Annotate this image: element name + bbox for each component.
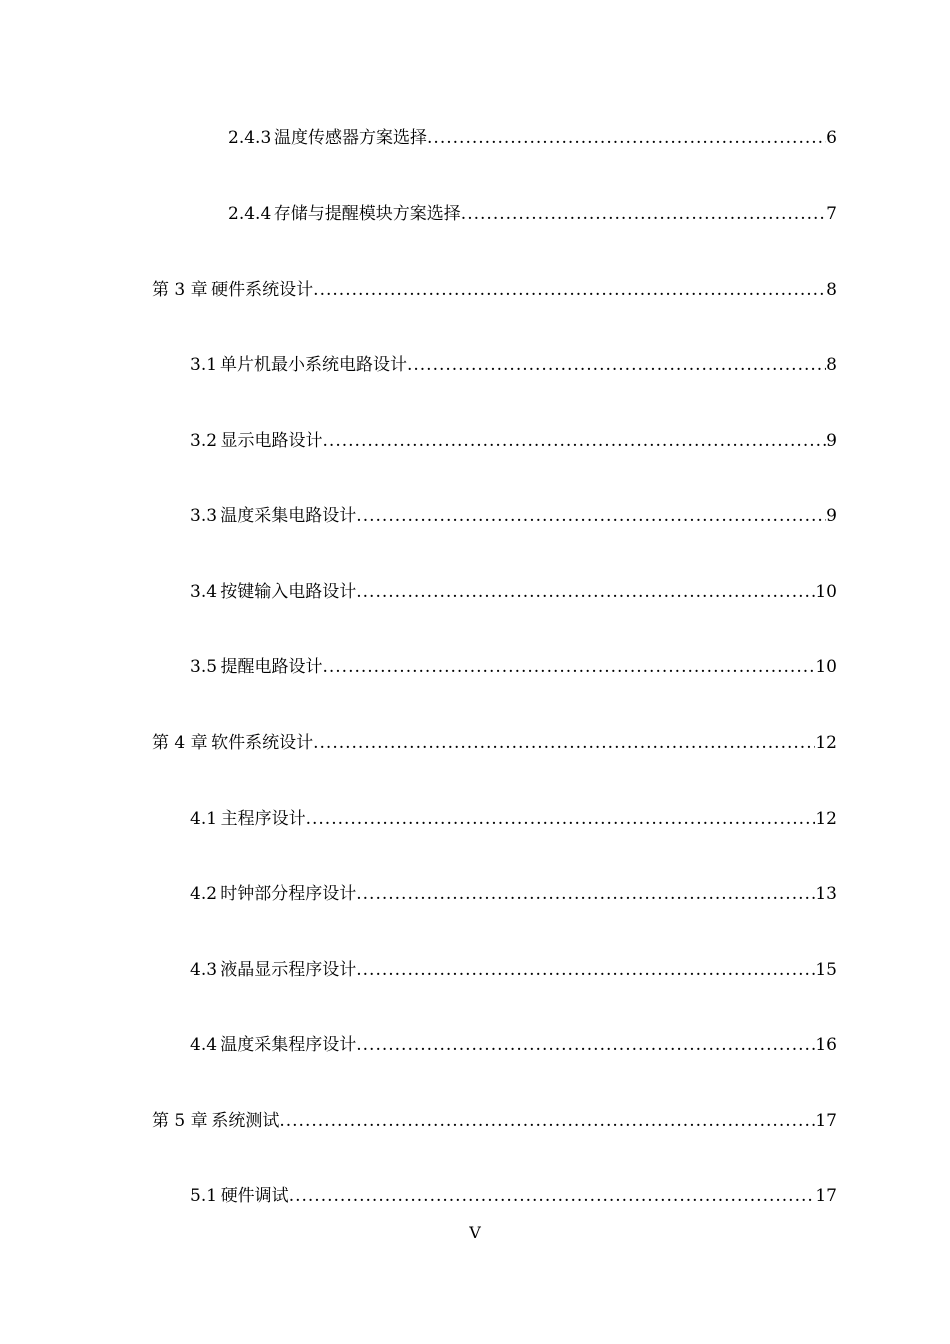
toc-entry-title: 温度传感器方案选择	[274, 128, 428, 148]
toc-dot-leader	[356, 581, 815, 603]
toc-entry-page: 13	[815, 884, 837, 904]
toc-entry-number: 3.2	[190, 431, 218, 451]
toc-dot-leader	[356, 959, 815, 981]
toc-entry-number: 4.4	[190, 1035, 218, 1055]
toc-entry-number: 5.1	[190, 1186, 218, 1206]
toc-entry-3-3[interactable]	[190, 505, 837, 527]
toc-entry-number: 2.4.4	[228, 204, 272, 224]
toc-entry-number: 2.4.3	[228, 128, 272, 148]
toc-entry-page: 10	[815, 582, 837, 602]
toc-entry-4-4[interactable]	[190, 1034, 837, 1056]
toc-entry-title: 系统测试	[211, 1111, 280, 1131]
toc-entry-4-1[interactable]	[190, 808, 837, 830]
toc-entry-page: 9	[826, 506, 837, 526]
toc-dot-leader	[461, 203, 826, 225]
toc-dot-leader	[313, 732, 815, 754]
toc-dot-leader	[407, 354, 826, 376]
toc-entry-title: 软件系统设计	[211, 733, 314, 753]
toc-dot-leader	[427, 127, 826, 149]
toc-entry-number: 3.3	[190, 506, 218, 526]
toc-entry-title: 温度采集电路设计	[220, 506, 357, 526]
toc-entry-chapter-5[interactable]	[152, 1110, 837, 1132]
toc-entry-title: 硬件系统设计	[211, 280, 314, 300]
toc-dot-leader	[306, 808, 816, 830]
toc-entry-page: 10	[815, 657, 837, 677]
toc-entry-page: 8	[826, 355, 837, 375]
toc-entry-2-4-4[interactable]	[228, 203, 837, 225]
toc-dot-leader	[313, 279, 826, 301]
toc-dot-leader	[356, 1034, 815, 1056]
toc-entry-number: 3.5	[190, 657, 218, 677]
toc-entry-title: 液晶显示程序设计	[220, 960, 357, 980]
toc-entry-number: 4.1	[190, 809, 218, 829]
toc-entry-title: 硬件调试	[220, 1186, 289, 1206]
toc-entry-title: 提醒电路设计	[220, 657, 323, 677]
toc-entry-title: 单片机最小系统电路设计	[219, 355, 407, 375]
toc-entry-page: 9	[826, 431, 837, 451]
toc-entry-number: 第 5 章	[152, 1111, 208, 1131]
toc-entry-chapter-4[interactable]	[152, 732, 837, 754]
toc-entry-3-4[interactable]	[190, 581, 837, 603]
toc-entry-title: 时钟部分程序设计	[220, 884, 357, 904]
toc-entry-3-5[interactable]	[190, 656, 837, 678]
toc-entry-page: 6	[826, 128, 837, 148]
toc-entry-title: 显示电路设计	[220, 431, 323, 451]
page-number: V	[469, 1223, 481, 1242]
toc-entry-title: 主程序设计	[220, 809, 306, 829]
toc-entry-2-4-3[interactable]	[228, 127, 837, 149]
toc-entry-title: 按键输入电路设计	[220, 582, 357, 602]
toc-entry-chapter-3[interactable]	[152, 279, 837, 301]
toc-entry-3-2[interactable]	[190, 430, 837, 452]
toc-entry-page: 8	[826, 280, 837, 300]
toc-entry-title: 存储与提醒模块方案选择	[273, 204, 461, 224]
toc-entry-number: 4.2	[190, 884, 218, 904]
toc-dot-leader	[289, 1185, 816, 1207]
toc-entry-number: 第 4 章	[152, 733, 208, 753]
toc-dot-leader	[356, 505, 826, 527]
toc-entry-title: 温度采集程序设计	[220, 1035, 357, 1055]
toc-entry-page: 17	[815, 1111, 837, 1131]
toc-entry-page: 16	[815, 1035, 837, 1055]
toc-entry-page: 12	[815, 733, 837, 753]
toc-entry-number: 3.4	[190, 582, 218, 602]
toc-entry-5-1[interactable]	[190, 1185, 837, 1207]
toc-entry-4-2[interactable]	[190, 883, 837, 905]
toc-dot-leader	[322, 656, 815, 678]
toc-entry-number: 第 3 章	[152, 280, 208, 300]
toc-entry-number: 3.1	[190, 355, 218, 375]
toc-dot-leader	[323, 430, 827, 452]
toc-entry-3-1[interactable]	[190, 354, 837, 376]
toc-entry-page: 15	[815, 960, 837, 980]
toc-entry-page: 17	[815, 1186, 837, 1206]
toc-dot-leader	[279, 1110, 815, 1132]
toc-entry-page: 12	[815, 809, 837, 829]
toc-entry-4-3[interactable]	[190, 959, 837, 981]
toc-dot-leader	[356, 883, 815, 905]
toc-entry-page: 7	[826, 204, 837, 224]
toc-entry-number: 4.3	[190, 960, 218, 980]
